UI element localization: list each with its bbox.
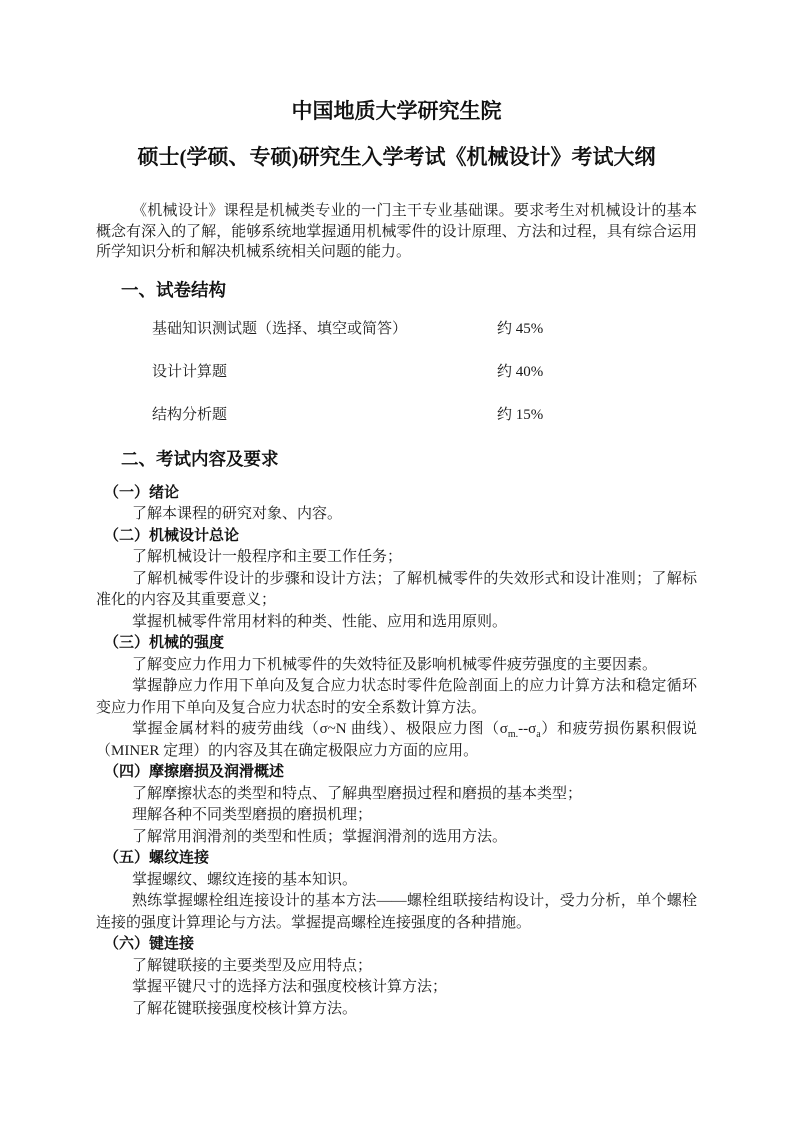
outline-subsection — [96, 483, 697, 526]
subsection-paragraph: 掌握机械零件常用材料的种类、性能、应用和选用原则。 — [132, 613, 508, 630]
subsection-paragraph: 了解花键联接强度校核计算方法。 — [132, 1000, 358, 1017]
exam-item-label: 结构分析题 — [152, 406, 228, 423]
subsection-paragraph: 了解常用润滑剂的类型和性质；掌握润滑剂的选用方法。 — [132, 828, 508, 845]
outline-subsection — [96, 762, 697, 848]
subsection-heading: （五）螺纹连接 — [104, 850, 210, 866]
outline-subsection — [96, 848, 697, 934]
subsection-paragraph: 了解机械设计一般程序和主要工作任务； — [132, 549, 403, 565]
outline-subsection — [96, 526, 697, 634]
outline-subsection — [96, 633, 697, 762]
subsection-paragraph: 了解摩擦状态的类型和特点、了解典型磨损过程和磨损的基本类型； — [132, 785, 583, 802]
subsection-heading: （四）摩擦磨损及润滑概述 — [104, 764, 285, 780]
doc-subtitle: 硕士(学硕、专硕)研究生入学考试《机械设计》考试大纲 — [137, 145, 656, 169]
doc-title: 中国地质大学研究生院 — [291, 99, 502, 123]
exam-structure-list — [96, 319, 697, 425]
exam-item-label: 设计计算题 — [152, 363, 228, 380]
exam-item-weight: 约 15% — [497, 406, 544, 423]
outline-subsection — [96, 934, 697, 1020]
section-heading-exam-content: 二、考试内容及要求 — [121, 448, 279, 469]
subsection-paragraph: 了解机械零件设计的步骤和设计方法；了解机械零件的失效形式和设计准则；了解标准化的内容及其重要意义； — [96, 570, 697, 608]
subsection-paragraph: 掌握金属材料的疲劳曲线（σ~N 曲线）、极限应力图$(\sigma_{m.}--\sigma_a)$和疲劳损伤累积假说（MINER 定理）的内容及其在确定极限应力方面的应用。 — [96, 721, 697, 759]
subsection-heading: （二）机械设计总论 — [104, 527, 240, 544]
section-heading-exam-structure: 一、试卷结构 — [121, 279, 226, 300]
subsection-heading: （六）键连接 — [104, 936, 195, 952]
subsection-paragraph: 掌握平键尺寸的选择方法和强度校核计算方法； — [132, 979, 448, 995]
subsection-paragraph: 掌握静应力作用下单向及复合应力状态时零件危险剖面上的应力计算方法和稳定循环变应力作用下单向及复合应力状态时的安全系数计算方法。 — [96, 678, 697, 716]
exam-item-weight: 约 40% — [497, 363, 544, 380]
intro-paragraph: 《机械设计》课程是机械类专业的一门主干专业基础课。要求考生对机械设计的基本概念有深入的了解，能够系统地掌握通用机械零件的设计原理、方法和过程，具有综合运用所学知识分析和解决机械系统相关问题的能力。 — [96, 203, 697, 260]
subsection-paragraph: 了解键联接的主要类型及应用特点； — [132, 957, 373, 974]
exam-item-weight: 约 45% — [497, 320, 544, 337]
subsection-heading: （一）绪论 — [104, 484, 180, 501]
content-outline — [96, 483, 697, 1021]
subsection-paragraph: 了解本课程的研究对象、内容。 — [132, 506, 343, 522]
subsection-paragraph: 掌握螺纹、螺纹连接的基本知识。 — [132, 871, 358, 888]
exam-structure-row — [96, 319, 697, 339]
subsection-heading: （三）机械的强度 — [104, 635, 225, 651]
subsection-paragraph: 了解变应力作用力下机械零件的失效特征及影响机械零件疲劳强度的主要因素。 — [132, 656, 658, 673]
exam-structure-row — [96, 405, 697, 425]
exam-structure-row — [96, 362, 697, 382]
subsection-paragraph: 理解各种不同类型磨损的磨损机理； — [132, 807, 373, 823]
exam-item-label: 基础知识测试题（选择、填空或简答） — [152, 320, 408, 337]
subsection-paragraph: 熟练掌握螺栓组连接设计的基本方法——螺栓组联接结构设计，受力分析，单个螺栓连接的强度计算理论与方法。掌握提高螺栓连接强度的各种措施。 — [96, 893, 697, 931]
